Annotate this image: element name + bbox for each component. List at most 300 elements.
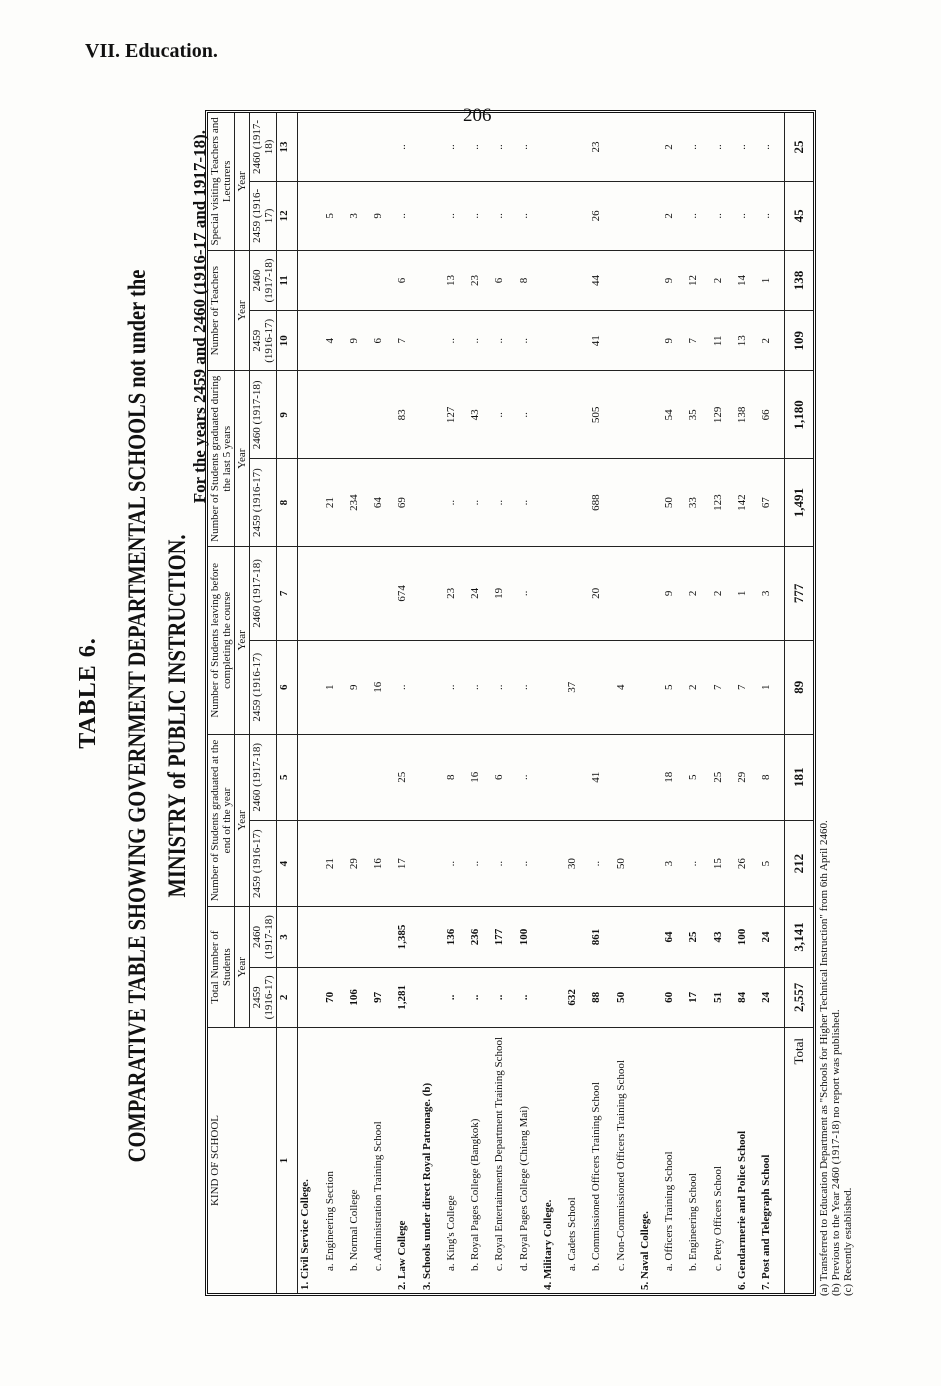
table-cell: .. — [468, 459, 492, 547]
table-cell: 6 — [492, 250, 516, 310]
table-cell: .. — [711, 181, 735, 250]
table-cell: .. — [517, 181, 541, 250]
table-cell: 1,385 — [395, 907, 419, 967]
total-row — [785, 113, 814, 1293]
graduated-end-header: Number of Students graduated at the end of the year — [208, 734, 235, 907]
table-cell: 142 — [735, 459, 759, 547]
table-cell — [565, 113, 589, 181]
table-cell: .. — [395, 640, 419, 734]
total-cell: 212 — [785, 820, 814, 906]
table-cell — [298, 371, 323, 459]
total-cell: 1,180 — [785, 371, 814, 459]
table-cell: 3 — [759, 546, 784, 640]
table-cell: 11 — [711, 311, 735, 371]
table-cell — [298, 546, 323, 640]
table-cell: .. — [468, 967, 492, 1027]
leaving-header: Number of Students leaving before completing the course — [208, 546, 235, 734]
column-number: 13 — [277, 113, 298, 181]
table-cell: 64 — [371, 459, 395, 547]
total-students-header: Total Number of Students — [208, 907, 235, 1028]
table-cell — [614, 371, 638, 459]
table-cell — [371, 734, 395, 820]
footnote: (c) Recently established. — [842, 1187, 854, 1296]
table-cell: .. — [686, 181, 710, 250]
year-2460-header: 2460 (1917-18) — [250, 546, 277, 640]
table-row — [711, 113, 735, 1293]
table-cell: 25 — [711, 734, 735, 820]
table-cell: 9 — [662, 546, 686, 640]
school-name: a. Engineering Section — [323, 1171, 336, 1271]
table-cell: .. — [517, 546, 541, 640]
table-cell: 43 — [711, 907, 735, 967]
table-cell — [614, 907, 638, 967]
table-cell — [420, 967, 444, 1027]
school-name: 1. Civil Service College. — [299, 1179, 311, 1290]
year-2459-header: 2459 (1916-17) — [250, 181, 277, 250]
table-cell — [638, 546, 662, 640]
year-2459-header: 2459 (1916-17) — [250, 459, 277, 547]
table-cell — [565, 907, 589, 967]
table-cell — [614, 113, 638, 181]
table-cell: 9 — [371, 181, 395, 250]
table-cell: 70 — [323, 967, 347, 1027]
table-cell — [371, 907, 395, 967]
table-row — [371, 113, 395, 1293]
table-cell: 2 — [711, 546, 735, 640]
table-cell: 26 — [589, 181, 613, 250]
school-name: b. Royal Pages College (Bangkok) — [469, 1118, 482, 1271]
table-cell: 106 — [347, 967, 371, 1027]
table-cell: .. — [468, 640, 492, 734]
table-cell: 177 — [492, 907, 516, 967]
table-cell: 24 — [468, 546, 492, 640]
table-row — [541, 113, 565, 1293]
table-cell: .. — [492, 371, 516, 459]
year-2459-header: 2459 (1916-17) — [250, 967, 277, 1027]
table-cell: 30 — [565, 820, 589, 906]
teachers-header: Number of Teachers — [208, 250, 235, 371]
table-cell — [371, 113, 395, 181]
table-cell: 4 — [614, 640, 638, 734]
table-row — [517, 113, 541, 1293]
table-cell: 97 — [371, 967, 395, 1027]
table-cell: 35 — [686, 371, 710, 459]
table-cell — [614, 734, 638, 820]
school-name: 7. Post and Telegraph School — [760, 1154, 773, 1290]
table-cell — [589, 640, 613, 734]
column-number: 12 — [277, 181, 298, 250]
school-name: b. Commissioned Officers Training School — [590, 1082, 603, 1271]
table-cell — [371, 546, 395, 640]
table-cell: 19 — [492, 546, 516, 640]
special-teachers-header: Special visiting Teachers and Lecturers — [208, 113, 235, 250]
table-cell: 236 — [468, 907, 492, 967]
column-number: 7 — [277, 546, 298, 640]
column-number: 1 — [277, 1028, 298, 1294]
table-cell: 23 — [444, 546, 468, 640]
table-cell: 21 — [323, 820, 347, 906]
table-cell: .. — [444, 113, 468, 181]
footnote: (b) Previous to the Year 2460 (1917-18) no report was published. — [830, 1009, 842, 1296]
table-cell: .. — [492, 967, 516, 1027]
table-cell — [638, 640, 662, 734]
school-name: b. Engineering School — [687, 1172, 700, 1271]
table-cell: 50 — [662, 459, 686, 547]
table-cell: 24 — [759, 907, 784, 967]
table-cell — [298, 640, 323, 734]
table-cell — [420, 311, 444, 371]
table-cell: 9 — [347, 311, 371, 371]
table-cell: 60 — [662, 967, 686, 1027]
table-cell: 234 — [347, 459, 371, 547]
table-body — [277, 113, 814, 1293]
table-cell: .. — [517, 820, 541, 906]
total-cell: 1,491 — [785, 459, 814, 547]
table-cell: 1 — [735, 546, 759, 640]
table-cell: .. — [517, 640, 541, 734]
table-cell: 674 — [395, 546, 419, 640]
table-cell: .. — [492, 640, 516, 734]
table-cell: 123 — [711, 459, 735, 547]
table-cell — [298, 181, 323, 250]
table-cell — [371, 371, 395, 459]
year-2459-header: 2459 (1916-17) — [250, 820, 277, 906]
table-cell: 41 — [589, 311, 613, 371]
table-cell: 18 — [662, 734, 686, 820]
table-cell: 5 — [662, 640, 686, 734]
year-2460-header: 2460 (1917-18) — [250, 907, 277, 967]
table-cell — [298, 459, 323, 547]
table-cell — [420, 734, 444, 820]
table-cell — [541, 907, 565, 967]
table-row — [735, 113, 759, 1293]
column-number-row — [277, 113, 298, 1293]
total-cell: 25 — [785, 113, 814, 181]
table-cell: .. — [492, 311, 516, 371]
year-header: Year — [235, 113, 250, 250]
table-cell — [420, 181, 444, 250]
table-cell: 44 — [589, 250, 613, 310]
table-cell: .. — [444, 181, 468, 250]
graduated-5y-header: Number of Students graduated during the last 5 years — [208, 371, 235, 547]
table-cell — [638, 734, 662, 820]
total-cell: 181 — [785, 734, 814, 820]
table-cell: .. — [444, 967, 468, 1027]
table-cell: 1 — [323, 640, 347, 734]
table-cell: 13 — [444, 250, 468, 310]
table-cell — [541, 181, 565, 250]
table-cell: 2 — [711, 250, 735, 310]
table-cell: 129 — [711, 371, 735, 459]
table-cell — [298, 734, 323, 820]
table-cell — [541, 459, 565, 547]
table-cell: 2 — [662, 181, 686, 250]
table-cell: .. — [492, 459, 516, 547]
table-cell — [638, 311, 662, 371]
table-cell: 25 — [686, 907, 710, 967]
column-number: 2 — [277, 967, 298, 1027]
table-cell: 100 — [517, 907, 541, 967]
table-cell — [347, 371, 371, 459]
section-heading: VII. Education. — [85, 40, 218, 62]
table-cell — [614, 459, 638, 547]
year-2460-header: 2460 (1917-18) — [250, 113, 277, 181]
school-name: c. Royal Entertainments Department Training School — [493, 1036, 506, 1271]
table-row — [492, 113, 516, 1293]
year-header: Year — [235, 371, 250, 547]
table-cell: 23 — [468, 250, 492, 310]
table-cell — [541, 734, 565, 820]
table-cell — [565, 546, 589, 640]
total-label: Total — [785, 1028, 814, 1294]
table-row — [759, 113, 784, 1293]
table-cell — [638, 820, 662, 906]
table-cell: 21 — [323, 459, 347, 547]
table-cell: 136 — [444, 907, 468, 967]
table-cell: 17 — [686, 967, 710, 1027]
table-cell: 67 — [759, 459, 784, 547]
table-cell: 861 — [589, 907, 613, 967]
table-cell: .. — [492, 820, 516, 906]
table-cell: 29 — [347, 820, 371, 906]
table-cell: .. — [492, 181, 516, 250]
table-cell: .. — [444, 311, 468, 371]
table-cell: 3 — [662, 820, 686, 906]
table-cell: .. — [468, 181, 492, 250]
table-cell: .. — [517, 311, 541, 371]
table-cell: 2 — [686, 640, 710, 734]
table-cell: 29 — [735, 734, 759, 820]
table-subtitle: For the years 2459 and 2460 (1916-17 and 1917-18). — [190, 130, 209, 504]
table-cell — [565, 181, 589, 250]
kind-of-school-header: KIND OF SCHOOL — [208, 1028, 277, 1294]
table-cell: 6 — [371, 311, 395, 371]
table-row — [298, 113, 323, 1293]
table-cell: 7 — [686, 311, 710, 371]
table-cell: 69 — [395, 459, 419, 547]
table-cell: 12 — [686, 250, 710, 310]
table-cell: 5 — [323, 181, 347, 250]
table-cell — [420, 640, 444, 734]
table-cell: .. — [444, 459, 468, 547]
table-row — [323, 113, 347, 1293]
table-cell: .. — [468, 820, 492, 906]
table-cell: .. — [517, 967, 541, 1027]
table-cell — [541, 371, 565, 459]
table-cell: 7 — [395, 311, 419, 371]
table-cell: 9 — [347, 640, 371, 734]
table-cell: 1 — [759, 640, 784, 734]
table-cell — [420, 113, 444, 181]
table-cell: 88 — [589, 967, 613, 1027]
school-name: a. King's College — [444, 1195, 457, 1271]
table-cell: 43 — [468, 371, 492, 459]
table-cell: 688 — [589, 459, 613, 547]
table-cell: .. — [517, 734, 541, 820]
table-cell — [541, 820, 565, 906]
school-name: c. Non-Commissioned Officers Training School — [614, 1060, 627, 1271]
table-row — [638, 113, 662, 1293]
table-cell — [298, 820, 323, 906]
school-name: c. Administration Training School — [372, 1121, 385, 1271]
school-name: 5. Naval College. — [638, 1211, 651, 1290]
table-label: TABLE 6. — [75, 637, 101, 749]
table-cell: 50 — [614, 967, 638, 1027]
total-cell: 2,557 — [785, 967, 814, 1027]
school-name: c. Petty Officers School — [711, 1166, 724, 1271]
table-cell — [371, 250, 395, 310]
table-cell — [638, 250, 662, 310]
school-name: 4. Military College. — [541, 1199, 554, 1290]
school-name: d. Royal Pages College (Chieng Mai) — [517, 1106, 530, 1271]
table-cell: .. — [517, 113, 541, 181]
table-cell — [420, 546, 444, 640]
table-cell — [323, 113, 347, 181]
table-cell: 51 — [711, 967, 735, 1027]
column-number: 8 — [277, 459, 298, 547]
table-row — [686, 113, 710, 1293]
table-cell: .. — [468, 113, 492, 181]
table-cell: 16 — [371, 640, 395, 734]
table-cell: 1 — [759, 250, 784, 310]
table-cell: 2 — [662, 113, 686, 181]
table-cell — [347, 546, 371, 640]
column-number: 4 — [277, 820, 298, 906]
column-number: 11 — [277, 250, 298, 310]
table-cell — [323, 907, 347, 967]
table-cell: .. — [711, 113, 735, 181]
table-cell: 6 — [492, 734, 516, 820]
table-cell: 100 — [735, 907, 759, 967]
table-cell — [614, 250, 638, 310]
school-name: a. Cadets School — [566, 1197, 579, 1271]
table-cell: 15 — [711, 820, 735, 906]
year-header: Year — [235, 907, 250, 1028]
table-cell: 37 — [565, 640, 589, 734]
table-row — [347, 113, 371, 1293]
column-number: 9 — [277, 371, 298, 459]
table-cell — [565, 250, 589, 310]
table-cell: 505 — [589, 371, 613, 459]
table-cell — [323, 734, 347, 820]
table-cell: 5 — [686, 734, 710, 820]
table-cell: 7 — [735, 640, 759, 734]
table-cell — [323, 250, 347, 310]
table-cell: 9 — [662, 250, 686, 310]
table-cell: 84 — [735, 967, 759, 1027]
table-cell: 13 — [735, 311, 759, 371]
table-cell: 20 — [589, 546, 613, 640]
table-cell: .. — [444, 640, 468, 734]
table-cell: 33 — [686, 459, 710, 547]
table-cell — [541, 113, 565, 181]
table-cell: .. — [517, 459, 541, 547]
table-cell: 16 — [468, 734, 492, 820]
table-cell — [347, 907, 371, 967]
table-cell — [614, 546, 638, 640]
table-cell: 3 — [347, 181, 371, 250]
table-row — [565, 113, 589, 1293]
table-cell: 4 — [323, 311, 347, 371]
table-row — [444, 113, 468, 1293]
page-number: 206 — [463, 105, 492, 126]
table-cell: 1,281 — [395, 967, 419, 1027]
column-number: 6 — [277, 640, 298, 734]
table-cell — [541, 546, 565, 640]
table-cell: .. — [686, 820, 710, 906]
school-name: 6. Gendarmerie and Police School — [735, 1130, 748, 1290]
table-cell: 127 — [444, 371, 468, 459]
total-cell: 138 — [785, 250, 814, 310]
table-cell — [298, 907, 323, 967]
table-cell — [565, 311, 589, 371]
table-cell: 64 — [662, 907, 686, 967]
table-cell — [323, 371, 347, 459]
table-cell: .. — [492, 113, 516, 181]
school-name: a. Officers Training School — [663, 1151, 676, 1271]
table-cell: 632 — [565, 967, 589, 1027]
table-cell: .. — [517, 371, 541, 459]
table-title: COMPARATIVE TABLE SHOWING GOVERNMENT DEPARTMENTAL SCHOOLS not under the MINISTRY of PUBLIC INSTRUCTION. — [124, 269, 191, 1163]
total-cell: 777 — [785, 546, 814, 640]
table-cell — [298, 250, 323, 310]
table-cell: .. — [735, 113, 759, 181]
table-cell — [347, 113, 371, 181]
table-cell — [298, 311, 323, 371]
table-cell: 8 — [517, 250, 541, 310]
table-cell — [638, 371, 662, 459]
total-cell: 3,141 — [785, 907, 814, 967]
table-row — [662, 113, 686, 1293]
table-cell — [614, 181, 638, 250]
table-cell: 9 — [662, 311, 686, 371]
table-cell — [347, 250, 371, 310]
table-cell: .. — [468, 311, 492, 371]
table-cell: 7 — [711, 640, 735, 734]
table-cell — [638, 967, 662, 1027]
table-cell: 83 — [395, 371, 419, 459]
table-cell — [638, 907, 662, 967]
table-cell: 2 — [686, 546, 710, 640]
table-cell: .. — [735, 181, 759, 250]
table-cell: 138 — [735, 371, 759, 459]
table-cell — [541, 640, 565, 734]
table-cell: .. — [759, 181, 784, 250]
table-cell: 5 — [759, 820, 784, 906]
table-cell — [565, 459, 589, 547]
table-cell — [565, 734, 589, 820]
year-2460-header: 2460 (1917-18) — [250, 371, 277, 459]
table-cell: 54 — [662, 371, 686, 459]
table-cell: 6 — [395, 250, 419, 310]
table-row — [420, 113, 444, 1293]
school-name: b. Normal College — [347, 1189, 360, 1271]
table-cell — [420, 371, 444, 459]
year-header: Year — [235, 734, 250, 907]
column-number: 3 — [277, 907, 298, 967]
table-cell — [541, 250, 565, 310]
table-cell — [614, 311, 638, 371]
school-name: 3. Schools under direct Royal Patronage. (b) — [420, 1082, 433, 1290]
school-name: 2. Law College — [396, 1220, 409, 1290]
total-cell: 89 — [785, 640, 814, 734]
table-row — [395, 113, 419, 1293]
table-cell: 8 — [759, 734, 784, 820]
table-cell — [420, 820, 444, 906]
table-cell: 16 — [371, 820, 395, 906]
table-row — [614, 113, 638, 1293]
table-cell: .. — [444, 820, 468, 906]
